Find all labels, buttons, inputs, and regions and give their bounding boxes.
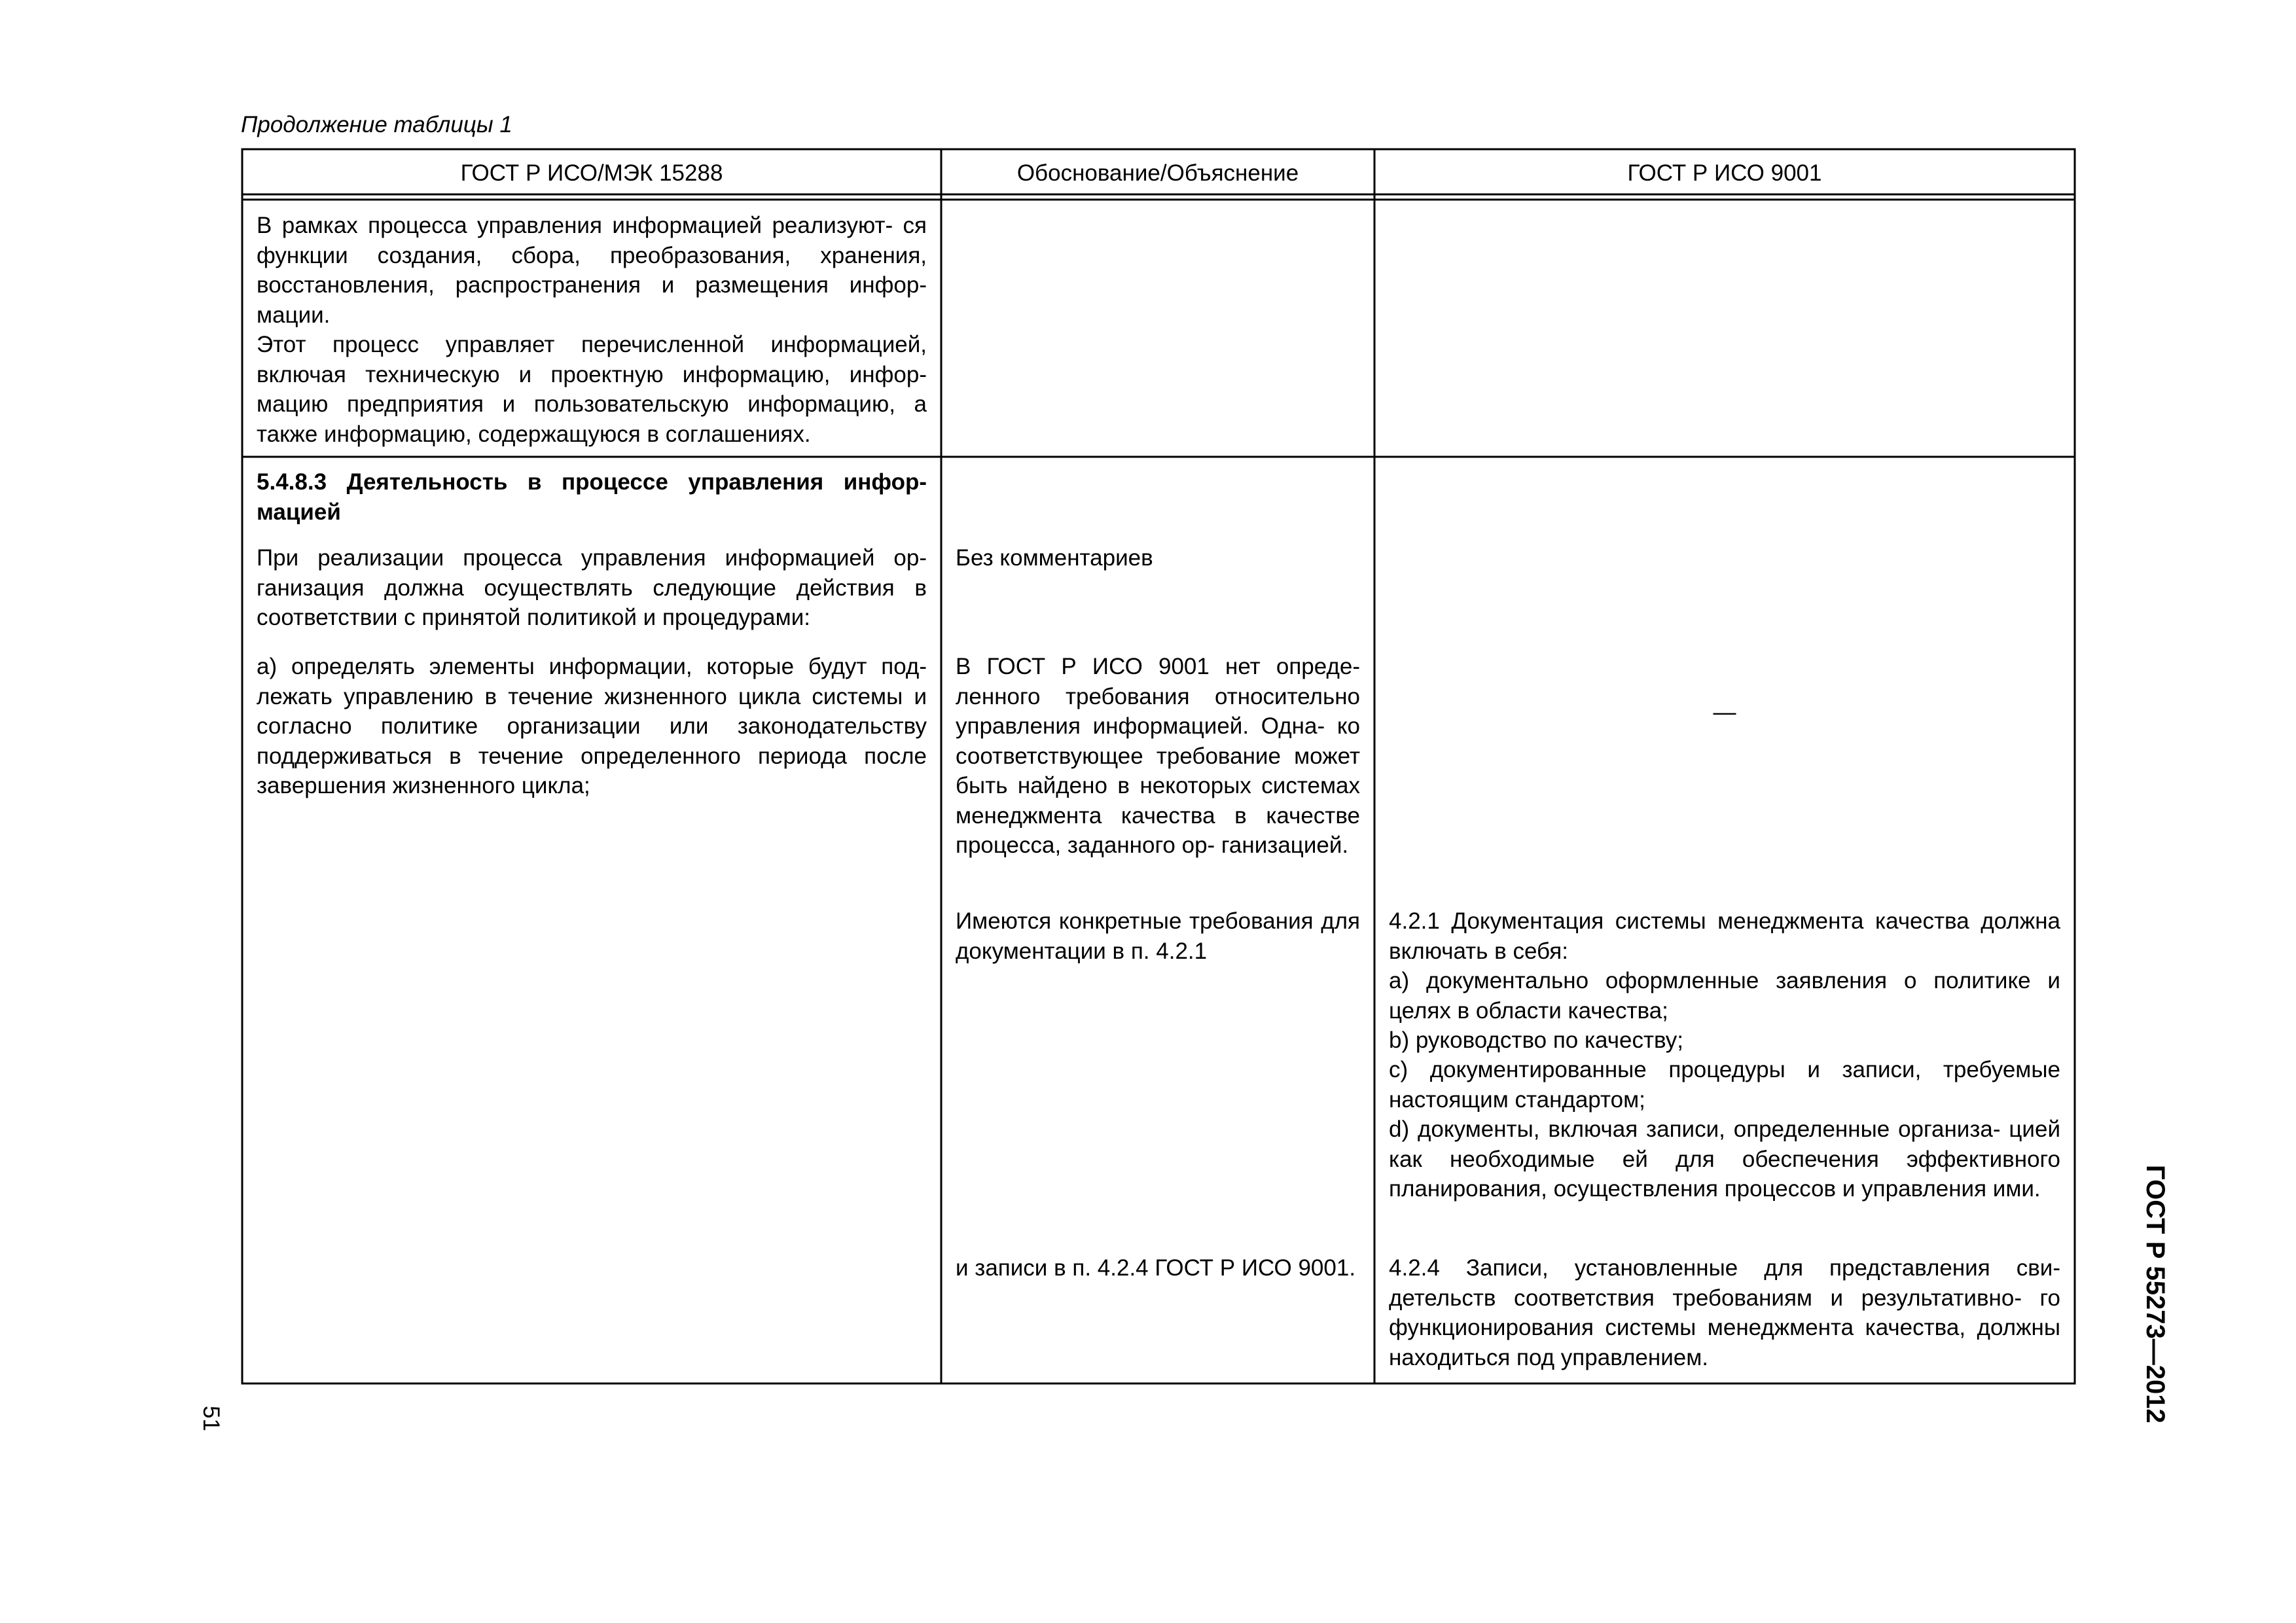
iso-4-2-4-records: 4.2.4 Записи, установленные для представления сви- детельств соответствия требованиям и результативно- го функционирования системы менеджмента качества, должны находиться под управлением. <box>1389 1255 2060 1370</box>
page-number: 51 <box>198 1406 224 1431</box>
header-col-gost-15288: ГОСТ Р ИСО/МЭК 15288 <box>460 160 723 186</box>
table-caption: Продолжение таблицы 1 <box>241 112 512 137</box>
header-col-justification: Обоснование/Объяснение <box>1016 160 1299 186</box>
iso-4-2-1-item-b: b) руководство по качеству; <box>1389 1027 1684 1053</box>
iso-4-2-1-item-d: d) документы, включая записи, определенные организа- цией как необходимые ей для обеспечения эффективного планирования, осуществления процессов и управления ими. <box>1389 1116 2060 1202</box>
standard-designation: ГОСТ Р 55273—2012 <box>2141 1165 2170 1423</box>
iso-4-2-1-item-c: c) документированные процедуры и записи, требуемые настоящим стандартом; <box>1389 1057 2060 1113</box>
section-heading-5-4-8-3: 5.4.8.3 Деятельность в процессе управления инфор- мацией <box>257 469 927 525</box>
documentation-comment: Имеются конкретные требования для документации в п. 4.2.1 <box>956 908 1360 964</box>
activity-intro: При реализации процесса управления информацией ор- ганизация должна осуществлять следующие действия в соответствии с принятой политикой и процедурами: <box>257 545 927 630</box>
row1-col1-paragraph-2: Этот процесс управляет перечисленной информацией, включая техническую и проектную информацию, инфор- мацию предприятия и пользовательскую информацию, а также информацию, содержащуюся в соглашениях. <box>257 332 927 447</box>
item-a-comment: В ГОСТ Р ИСО 9001 нет опреде- ленного требования относительно управления информацией. Одна- ко соответствующее требование может быть найдено в некоторых системах менеджмента качества в качестве процесса, заданного ор- ганизацией. <box>956 654 1360 858</box>
iso-4-2-1-lead: 4.2.1 Документация системы менеджмента качества должна включать в себя: <box>1389 908 2060 964</box>
row1-col1-paragraph-1: В рамках процесса управления информацией реализуют- ся функции создания, сбора, преобразования, хранения, восстановления, распространения и размещения инфор- мации. <box>257 213 927 328</box>
item-a-iso-dash: — <box>1713 700 1736 725</box>
header-col-gost-9001: ГОСТ Р ИСО 9001 <box>1627 160 1822 186</box>
iso-4-2-1-item-a: а) документально оформленные заявления о политике и целях в области качества; <box>1389 968 2060 1024</box>
records-comment: и записи в п. 4.2.4 ГОСТ Р ИСО 9001. <box>956 1255 1356 1281</box>
activity-item-a: а) определять элементы информации, которые будут под- лежать управлению в течение жизненного цикла системы и согласно политике организации или законодательству поддерживаться в течение определенного периода после завершения жизненного цикла; <box>257 654 927 798</box>
intro-comment: Без комментариев <box>956 545 1153 571</box>
